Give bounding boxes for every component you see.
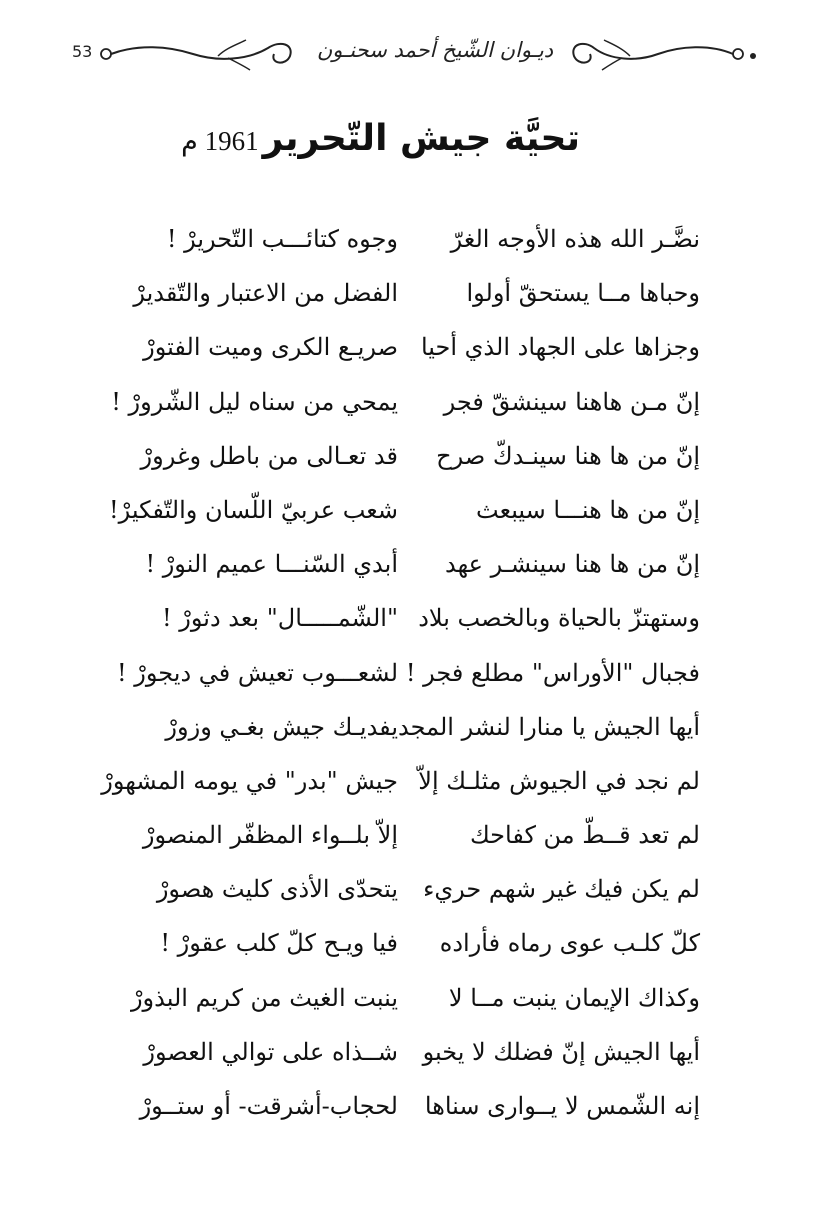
first-hemistich: وكذاك الإيمان ينبت مــا لا	[448, 983, 700, 1012]
verse-line	[110, 1025, 710, 1079]
verse-line	[110, 862, 710, 916]
title-text: تحيَّة جيش التّحرير	[262, 118, 580, 159]
first-hemistich: أيها الجيش يا منارا لنشر المجد	[398, 712, 700, 741]
first-hemistich: وستهتزّ بالحياة وبالخصب بلاد	[418, 604, 700, 633]
second-hemistich: يفديـك جيش بغـي وزورْ	[165, 712, 398, 741]
second-hemistich: فيا ويـح كلّ كلب عقورْ !	[160, 929, 398, 958]
verse-line	[110, 971, 710, 1025]
page-header	[60, 30, 760, 80]
verse-line	[110, 1079, 710, 1133]
verse-line	[110, 320, 710, 374]
second-hemistich: ينبت الغيث من كريم البذورْ	[130, 983, 398, 1012]
second-hemistich: جيش "بدر" في يومه المشهورْ	[101, 766, 398, 795]
first-hemistich: فجبال "الأوراس" مطلع فجر !	[405, 658, 700, 687]
second-hemistich: صريـع الكرى وميت الفتورْ	[143, 333, 398, 362]
first-hemistich: وحباها مــا يستحقّ أولوا	[466, 279, 700, 308]
second-hemistich: يمحي من سناه ليل الشّرورْ !	[111, 387, 398, 416]
verse-line	[110, 375, 710, 429]
title-year: 1961 م	[181, 126, 259, 156]
verse-line	[110, 646, 710, 700]
second-hemistich: "الشّمـــــال" بعد دثورْ !	[162, 604, 398, 633]
second-hemistich: لحجاب-أشرقت- أو ستــورْ	[139, 1092, 398, 1120]
first-hemistich: لم يكن فيك غير شهم حريء	[423, 875, 700, 904]
first-hemistich: كلّ كلـب عوى رماه فأراده	[439, 929, 700, 958]
second-hemistich: وجوه كتائـــب التّحريرْ !	[166, 225, 398, 253]
second-hemistich: شعب عربيّ اللّسان والتّفكيرْ!	[109, 495, 398, 524]
second-hemistich: الفضل من الاعتبار والتّقديرْ	[133, 279, 398, 308]
first-hemistich: إنه الشّمس لا يــوارى سناها	[424, 1092, 700, 1120]
verse-line	[110, 266, 710, 320]
second-hemistich: أبدي السّنـــا عميم النورْ !	[145, 550, 398, 579]
second-hemistich: لشعـــوب تعيش في ديجورْ !	[117, 658, 398, 687]
first-hemistich: إنّ من ها هنا سينـدكّ صرح	[436, 441, 700, 470]
verse-line	[110, 700, 710, 754]
verse-line	[110, 483, 710, 537]
first-hemistich: إنّ من ها هنا سينشـر عهد	[445, 550, 700, 579]
verse-line	[110, 591, 710, 645]
first-hemistich: لم نجد في الجيوش مثلـك إلاّ	[418, 766, 700, 795]
verse-line	[110, 537, 710, 591]
first-hemistich: وجزاها على الجهاد الذي أحيا	[420, 333, 700, 362]
poem-body	[101, 212, 710, 1133]
first-hemistich: إنّ من ها هنـــا سيبعث	[476, 495, 700, 524]
verse-line	[110, 808, 710, 862]
verse-line	[110, 212, 710, 266]
second-hemistich: شــذاه على توالي العصورْ	[143, 1037, 398, 1066]
verse-line	[110, 429, 710, 483]
second-hemistich: قد تعـالى من باطل وغرورْ	[140, 441, 398, 470]
running-head: ديـوان الشّيخ أحمد سحنـون	[316, 38, 554, 62]
page-number: 53	[72, 42, 93, 61]
poem-title	[181, 118, 580, 178]
first-hemistich: أيها الجيش إنّ فضلك لا يخبو	[422, 1037, 700, 1066]
first-hemistich: إنّ مـن هاهنا سينشقّ فجر	[443, 387, 700, 416]
verse-line	[101, 754, 710, 808]
first-hemistich: لم تعد قــطّ من كفاحك	[469, 821, 700, 850]
right-flourish-ornament	[570, 34, 760, 74]
verse-line	[110, 916, 710, 970]
second-hemistich: إلاّ بلــواء المظفّر المنصورْ	[142, 821, 398, 850]
left-flourish-ornament	[98, 34, 308, 74]
first-hemistich: نضَّـر الله هذه الأوجه الغرّ	[450, 225, 700, 253]
second-hemistich: يتحدّى الأذى كليث هصورْ	[156, 875, 398, 904]
